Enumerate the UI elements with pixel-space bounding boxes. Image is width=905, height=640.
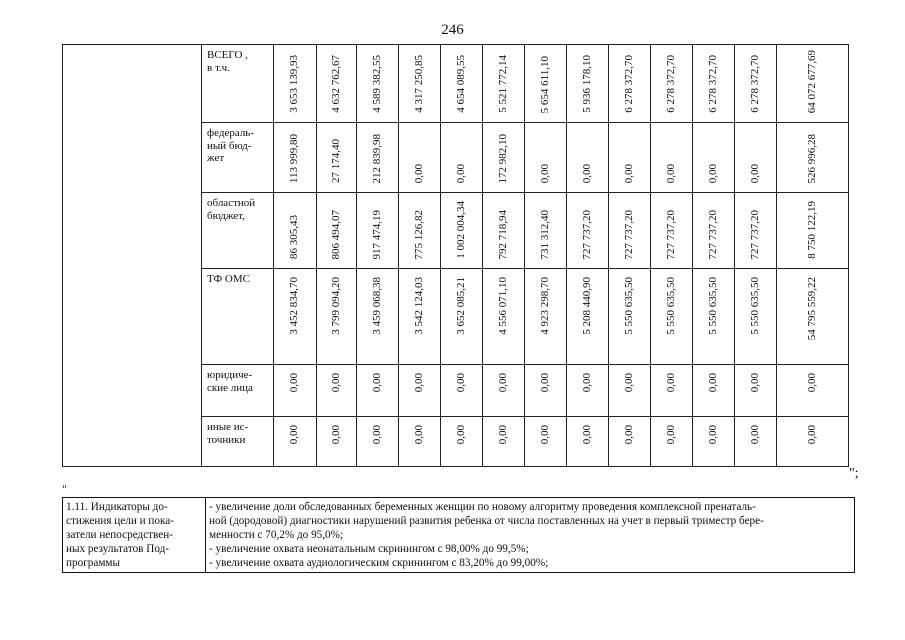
budget-row-label: ВСЕГО , в т.ч. (202, 45, 274, 123)
budget-value-cell (483, 123, 525, 193)
indicators-label-line: стижения цели и пока- (66, 515, 174, 527)
indicator-line: - увеличение охвата неонатальным скринингом с 98,00% до 99,5%; (209, 543, 529, 555)
budget-value: 1 002 004,34 (454, 201, 467, 259)
budget-value: 727 737,20 (706, 209, 719, 259)
budget-value-cell (274, 45, 317, 123)
budget-value: 0,00 (664, 425, 677, 445)
budget-value-cell (609, 365, 651, 417)
budget-value-cell (441, 45, 483, 123)
budget-value: 172 982,10 (496, 133, 509, 183)
blank-cell (63, 269, 202, 365)
blank-cell (63, 123, 202, 193)
budget-value-cell (735, 417, 777, 467)
budget-row (63, 417, 849, 467)
budget-value: 4 923 298,70 (538, 277, 551, 335)
budget-value-cell (483, 193, 525, 269)
budget-value-cell (651, 45, 693, 123)
budget-value-cell (609, 123, 651, 193)
budget-value: 0,00 (370, 373, 383, 393)
budget-row (63, 269, 849, 365)
budget-value: 5 550 635,50 (748, 277, 761, 335)
budget-value: 6 278 372,70 (706, 55, 719, 113)
blank-cell (63, 193, 202, 269)
budget-value: 0,00 (748, 425, 761, 445)
budget-value: 0,00 (580, 163, 593, 183)
budget-value: 0,00 (329, 373, 342, 393)
budget-value: 0,00 (748, 163, 761, 183)
budget-value: 0,00 (706, 373, 719, 393)
budget-value-cell (441, 365, 483, 417)
budget-value: 6 278 372,70 (664, 55, 677, 113)
budget-value: 5 654 611,10 (538, 55, 551, 113)
budget-value: 4 556 071,10 (496, 277, 509, 335)
budget-value-cell (317, 193, 357, 269)
budget-value: 727 737,20 (664, 209, 677, 259)
budget-value: 727 737,20 (748, 209, 761, 259)
budget-value: 4 632 762,67 (329, 55, 342, 113)
budget-row-label: федераль- ный бюд- жет (202, 123, 274, 193)
page-number: 246 (441, 22, 464, 38)
blank-cell (63, 365, 202, 417)
budget-value: 4 589 382,55 (370, 55, 383, 113)
budget-value: 0,00 (538, 163, 551, 183)
indicator-line: - увеличение охвата аудиологическим скринингом с 83,20% до 99,00%; (209, 557, 549, 569)
budget-value-cell (357, 417, 399, 467)
budget-value-cell (651, 193, 693, 269)
budget-value-cell (609, 45, 651, 123)
budget-value-cell (567, 193, 609, 269)
budget-total-cell (777, 123, 849, 193)
budget-value-cell (567, 45, 609, 123)
budget-value: 0,00 (412, 425, 425, 445)
budget-value-cell (357, 45, 399, 123)
budget-value: 0,00 (454, 425, 467, 445)
budget-total-cell (777, 193, 849, 269)
budget-value-cell (567, 123, 609, 193)
budget-value-cell (483, 45, 525, 123)
budget-value-cell (651, 417, 693, 467)
budget-value-cell (317, 417, 357, 467)
budget-value: 727 737,20 (622, 209, 635, 259)
indicators-label (63, 498, 206, 573)
budget-value: 54 795 559,22 (805, 277, 818, 341)
budget-value-cell (609, 193, 651, 269)
budget-value-cell (274, 417, 317, 467)
budget-total-cell (777, 417, 849, 467)
budget-value: 0,00 (496, 425, 509, 445)
budget-value-cell (651, 365, 693, 417)
indicators-label-line: затели непосредствен- (66, 529, 173, 541)
budget-value-cell (609, 417, 651, 467)
budget-value: 3 799 094,20 (329, 277, 342, 335)
budget-value: 212 839,98 (370, 133, 383, 183)
indicators-table (62, 497, 855, 573)
budget-value: 27 174,40 (329, 139, 342, 183)
opening-quote: " (62, 482, 67, 496)
budget-value: 64 072 677,69 (805, 49, 818, 113)
indicators-label-line: 1.11. Индикаторы до- (66, 501, 168, 513)
budget-value: 0,00 (538, 373, 551, 393)
budget-value: 0,00 (329, 425, 342, 445)
budget-value-cell (399, 365, 441, 417)
budget-value-cell (525, 417, 567, 467)
budget-value: 0,00 (580, 373, 593, 393)
budget-value: 6 278 372,70 (622, 55, 635, 113)
budget-value: 0,00 (538, 425, 551, 445)
budget-value: 0,00 (748, 373, 761, 393)
budget-value: 0,00 (706, 163, 719, 183)
budget-value-cell (441, 417, 483, 467)
budget-value-cell (274, 269, 317, 365)
budget-total-cell (777, 365, 849, 417)
budget-value-cell (357, 365, 399, 417)
budget-value: 3 459 068,38 (370, 277, 383, 335)
budget-value: 731 312,40 (538, 209, 551, 259)
budget-value: 917 474,19 (370, 209, 383, 259)
budget-value-cell (357, 269, 399, 365)
budget-value-cell (483, 365, 525, 417)
budget-value-cell (735, 193, 777, 269)
budget-value-cell (317, 365, 357, 417)
budget-value-cell (274, 193, 317, 269)
budget-value-cell (525, 45, 567, 123)
budget-value-cell (483, 417, 525, 467)
budget-value: 5 550 635,50 (622, 277, 635, 335)
budget-value-cell (357, 193, 399, 269)
indicator-line: менности с 70,2% до 95,0%; (209, 529, 344, 541)
budget-value-cell (693, 45, 735, 123)
budget-value: 0,00 (412, 373, 425, 393)
blank-cell (63, 417, 202, 467)
budget-value-cell (567, 417, 609, 467)
budget-row-label: юридиче- ские лица (202, 365, 274, 417)
budget-value-cell (399, 417, 441, 467)
budget-value: 0,00 (496, 373, 509, 393)
budget-value-cell (567, 365, 609, 417)
budget-value-cell (609, 269, 651, 365)
budget-value: 0,00 (580, 425, 593, 445)
budget-value: 5 936 178,10 (580, 55, 593, 113)
budget-row-label: ТФ ОМС (202, 269, 274, 365)
budget-value-cell (693, 417, 735, 467)
budget-value: 0,00 (706, 425, 719, 445)
budget-value-cell (399, 45, 441, 123)
budget-value-cell (735, 269, 777, 365)
budget-value-cell (525, 193, 567, 269)
budget-value: 5 208 440,90 (580, 277, 593, 335)
indicators-label-line: ных результатов Под- (66, 543, 170, 555)
budget-value: 526 996,28 (805, 133, 818, 183)
indicators-label-line: программы (66, 557, 120, 569)
budget-value-cell (399, 269, 441, 365)
budget-value: 3 542 124,03 (412, 277, 425, 335)
closing-quote: "; (849, 466, 859, 481)
budget-value: 792 718,94 (496, 209, 509, 259)
budget-value-cell (525, 123, 567, 193)
budget-value: 5 550 635,50 (664, 277, 677, 335)
budget-value-cell (317, 269, 357, 365)
budget-value: 0,00 (288, 425, 300, 445)
budget-value: 0,00 (805, 425, 818, 445)
budget-value-cell (651, 123, 693, 193)
budget-value-cell (693, 123, 735, 193)
budget-value-cell (735, 123, 777, 193)
budget-row (63, 365, 849, 417)
budget-value-cell (735, 365, 777, 417)
budget-value-cell (441, 269, 483, 365)
budget-value: 5 550 635,50 (706, 277, 719, 335)
budget-total-cell (777, 269, 849, 365)
budget-value: 0,00 (664, 163, 677, 183)
budget-value: 0,00 (288, 373, 300, 393)
budget-value: 4 654 089,55 (454, 55, 467, 113)
budget-value-cell (274, 365, 317, 417)
budget-value: 0,00 (622, 425, 635, 445)
budget-value-cell (693, 193, 735, 269)
budget-value-cell (483, 269, 525, 365)
budget-value: 86 305,43 (288, 215, 300, 259)
budget-value: 0,00 (454, 163, 467, 183)
budget-value-cell (317, 45, 357, 123)
budget-value-cell (735, 45, 777, 123)
budget-value: 3 653 139,93 (288, 55, 300, 113)
budget-value-cell (274, 123, 317, 193)
budget-total-cell (777, 45, 849, 123)
budget-value: 0,00 (805, 373, 818, 393)
blank-cell (63, 45, 202, 123)
indicators-row (63, 498, 855, 573)
budget-value: 0,00 (622, 373, 635, 393)
budget-row (63, 123, 849, 193)
budget-value: 8 750 122,19 (805, 201, 818, 259)
budget-value-cell (525, 365, 567, 417)
budget-value-cell (693, 365, 735, 417)
budget-row (63, 45, 849, 123)
budget-value: 113 999,80 (288, 133, 300, 183)
budget-value-cell (567, 269, 609, 365)
budget-value-cell (441, 123, 483, 193)
budget-value: 3 452 834,70 (288, 277, 300, 335)
budget-value: 3 652 085,21 (454, 277, 467, 335)
budget-row-label: иные ис- точники (202, 417, 274, 467)
budget-value: 0,00 (664, 373, 677, 393)
budget-value-cell (651, 269, 693, 365)
budget-value: 5 521 772,14 (496, 55, 509, 113)
budget-value: 0,00 (370, 425, 383, 445)
budget-value-cell (399, 193, 441, 269)
budget-value-cell (693, 269, 735, 365)
budget-table (62, 44, 849, 467)
budget-row-label: областной бюджет, (202, 193, 274, 269)
budget-row (63, 193, 849, 269)
indicator-line: - увеличение доли обследованных беременных женщин по новому алгоритму проведения комплексной пренаталь- (209, 501, 756, 513)
budget-value: 806 494,07 (329, 209, 342, 259)
budget-value: 0,00 (454, 373, 467, 393)
budget-value-cell (441, 193, 483, 269)
budget-value-cell (399, 123, 441, 193)
budget-value: 6 278 372,70 (748, 55, 761, 113)
budget-value: 4 317 250,85 (412, 55, 425, 113)
budget-value: 0,00 (622, 163, 635, 183)
budget-value: 727 737,20 (580, 209, 593, 259)
budget-value-cell (317, 123, 357, 193)
budget-value: 775 126,82 (412, 209, 425, 259)
budget-value-cell (525, 269, 567, 365)
budget-value: 0,00 (412, 163, 425, 183)
budget-value-cell (357, 123, 399, 193)
indicator-line: ной (дородовой) диагностики нарушений развития ребенка от числа поставленных на учет в первый триместр бере- (209, 515, 764, 527)
indicators-content (206, 498, 855, 573)
